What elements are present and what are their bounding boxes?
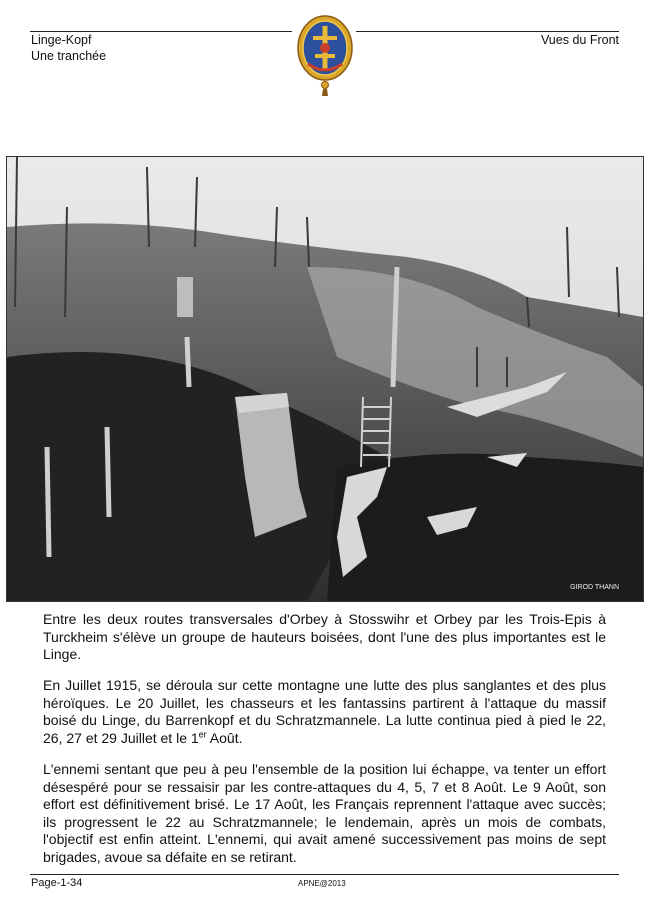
page-subtitle: Une tranchée [31, 49, 107, 63]
photo-credit: GIROD THANN [570, 584, 619, 591]
copyright: APNE@2013 [298, 879, 346, 888]
trench-photograph [6, 156, 644, 602]
footer-rule [30, 874, 619, 875]
paragraph-1: Entre les deux routes transversales d'Orbey à Stosswihr et Orbey par les Trois-Epis à Turckheim s'élève un groupe de hauteurs boisées, dont l'une des plus importantes est le Linge. [43, 611, 606, 663]
page-title: Linge-Kopf [31, 33, 92, 47]
section-title: Vues du Front [540, 33, 619, 47]
paragraph-3: L'ennemi sentant que peu à peu l'ensemble de la position lui échappe, va tenter un effort désespéré pour se ressaisir par les contre-attaques du 4, 5, 7 et 8 Août. Le 9 Août, son effort est définitivement brisé. Le 17 Août, les Français reprennent l'attaque avec succès; ils progressent le 22 au Schratzmannele; le lendemain, après un mois de combats, l'objectif est enfin atteint. L'ennemi, qui avait amené successivement pas moins de sept brigades, avoue sa défaite en se retirant. [43, 761, 606, 865]
paragraph-2-end: Août. [206, 729, 243, 746]
paragraph-2-superscript: er [198, 729, 207, 740]
paragraph-2 [43, 677, 606, 747]
page-number: Page-1-34 [31, 877, 83, 889]
coat-of-arms-emblem [296, 14, 354, 98]
paragraph-2-main: En Juillet 1915, se déroula sur cette montagne une lutte des plus sanglantes et des plus héroïques. Le 20 Juillet, les chasseurs et les fantassins partirent à l'attaque du massif boisé du Linge, du Barrenkopf et du Schratzmannele. La lutte continua pied à pied le 22, 26, 27 et 29 Juillet et le 1 [43, 677, 606, 746]
